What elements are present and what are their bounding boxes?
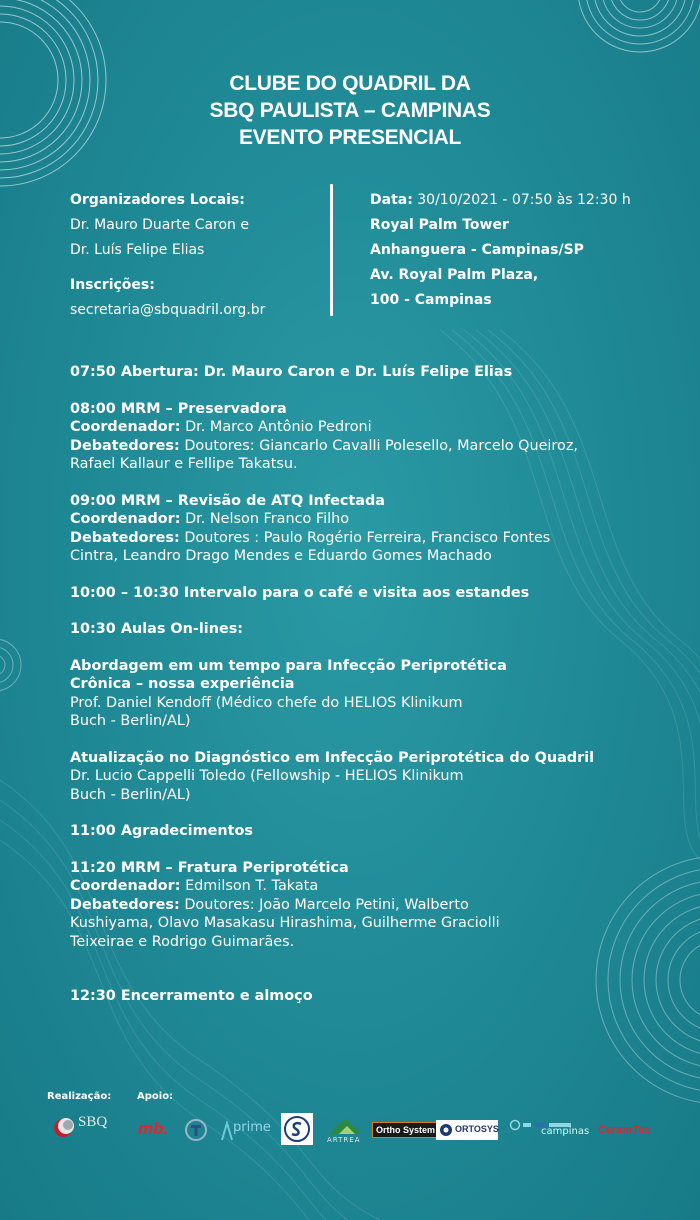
lecture-speaker: Dr. Lucio Cappelli Toledo (Fellowship - HELIOS Klinikum xyxy=(70,768,464,784)
sbq-logo-text: SBQ xyxy=(78,1114,108,1130)
venue-line-1: Royal Palm Tower xyxy=(370,217,509,233)
lecture-2 xyxy=(70,749,650,805)
lecture-title: Atualização no Diagnóstico em Infecção Periprotética do Quadril xyxy=(70,749,595,766)
organizers-panel xyxy=(70,188,320,323)
prime-logo xyxy=(221,1120,273,1142)
lecture-title-cont: Crônica – nossa experiência xyxy=(70,676,295,692)
event-details-panel xyxy=(370,188,670,313)
debaters-names: Doutores : Paulo Rogério Ferreira, Francisco Fontes xyxy=(184,529,551,546)
organizers-label: Organizadores Locais: xyxy=(70,192,245,208)
venue-line-3: Av. Royal Palm Plaza, xyxy=(370,267,539,283)
online-lectures-header xyxy=(70,620,650,639)
thanks-text: 11:00 Agradecimentos xyxy=(70,823,253,839)
ortho-system-logo: Ortho System xyxy=(372,1122,439,1138)
lecture-title: Abordagem em um tempo para Infecção Periprotética xyxy=(70,657,507,674)
title-line-1: CLUBE DO QUADRIL DA xyxy=(229,72,471,95)
s-logo xyxy=(281,1113,313,1145)
campinas-logo xyxy=(509,1116,589,1142)
debaters-names: Doutores: Giancarlo Cavalli Polesello, Marcelo Queiroz, xyxy=(184,437,578,454)
session-title: 11:20 MRM – Fratura Periprotética xyxy=(70,859,349,876)
debaters-line xyxy=(70,437,650,456)
coffee-break xyxy=(70,584,650,603)
session-fratura xyxy=(70,859,650,952)
coordinator-name: Dr. Marco Antônio Pedroni xyxy=(185,419,372,435)
coordinator-label: Coordenador: xyxy=(70,419,181,435)
debaters-line-cont-2: Teixeirae e Rodrigo Guimarães. xyxy=(70,933,295,950)
debaters-label: Debatedores: xyxy=(70,437,180,454)
organizer-2: Dr. Luís Felipe Elias xyxy=(70,242,205,258)
lecture-speaker-cont: Buch - Berlin/AL) xyxy=(70,713,191,729)
online-text: 10:30 Aulas On-lines: xyxy=(70,621,244,637)
prime-logo-text: prime xyxy=(233,1120,271,1135)
info-divider xyxy=(330,184,333,316)
break-text: 10:00 – 10:30 Intervalo para o café e visita aos estandes xyxy=(70,584,530,601)
s-emblem-icon xyxy=(281,1113,313,1145)
acknowledgements xyxy=(70,822,650,841)
coordinator-label: Coordenador: xyxy=(70,511,181,527)
opening-text: 07:50 Abertura: Dr. Mauro Caron e Dr. Luís Felipe Elias xyxy=(70,364,513,380)
realizacao-label: Realização: xyxy=(47,1091,112,1102)
event-title xyxy=(0,70,700,151)
closing xyxy=(70,987,650,1006)
registration-email: secretaria@sbquadril.org.br xyxy=(70,302,266,318)
debaters-label: Debatedores: xyxy=(70,529,180,546)
prime-emblem-icon xyxy=(221,1121,233,1141)
apoio-label: Apoio: xyxy=(137,1091,174,1102)
debaters-names: Doutores: João Marcelo Petini, Walberto xyxy=(184,896,469,913)
title-line-3: EVENTO PRESENCIAL xyxy=(238,126,462,149)
session-atq-infectada xyxy=(70,492,650,566)
venue-line-2: Anhanguera - Campinas/SP xyxy=(370,242,584,258)
coordinator-line xyxy=(70,510,650,529)
debaters-line-cont: Cintra, Leandro Drago Mendes e Eduardo Gomes Machado xyxy=(70,548,492,564)
lecture-speaker-cont: Buch - Berlin/AL) xyxy=(70,786,191,803)
closing-text: 12:30 Encerramento e almoço xyxy=(70,988,313,1004)
artrea-logo xyxy=(325,1116,365,1148)
debaters-line xyxy=(70,896,650,915)
ceramtec-logo: CeramTec xyxy=(598,1124,651,1136)
coordinator-name: Dr. Nelson Franco Filho xyxy=(185,511,350,527)
title-line-2: SBQ PAULISTA – CAMPINAS xyxy=(209,99,491,122)
debaters-line-cont: Kushiyama, Olavo Masakasu Hirashima, Guilherme Graciolli xyxy=(70,915,500,931)
coordinator-line xyxy=(70,418,650,437)
lecture-1 xyxy=(70,657,650,731)
date-line xyxy=(370,188,670,213)
coordinator-name: Edmilson T. Takata xyxy=(185,878,319,894)
ortosys-emblem-icon xyxy=(439,1123,453,1137)
date-value: 30/10/2021 - 07:50 às 12:30 h xyxy=(417,192,631,208)
sbq-logo xyxy=(52,1112,114,1144)
t-emblem-icon xyxy=(184,1118,208,1142)
mb-logo: mb. xyxy=(138,1119,169,1138)
ortosys-logo xyxy=(436,1120,498,1140)
artrea-logo-text: ARTREA xyxy=(327,1136,361,1144)
venue-line-4: 100 - Campinas xyxy=(370,292,492,308)
artrea-mountain-icon xyxy=(325,1116,365,1136)
debaters-label: Debatedores: xyxy=(70,896,180,913)
registration-label: Inscrições: xyxy=(70,277,155,293)
debaters-line xyxy=(70,529,650,548)
campinas-logo-text: campinas xyxy=(541,1126,590,1137)
program-schedule xyxy=(70,363,650,1006)
ortosys-logo-text: ORTOSYS xyxy=(455,1124,499,1134)
debaters-line-cont: Rafael Kallaur e Fellipe Takatsu. xyxy=(70,456,298,472)
program-opening xyxy=(70,363,650,382)
session-title: 08:00 MRM – Preservadora xyxy=(70,400,287,417)
session-preservadora xyxy=(70,400,650,474)
organizer-1: Dr. Mauro Duarte Caron e xyxy=(70,217,249,233)
date-label: Data: xyxy=(370,192,413,208)
t-logo xyxy=(184,1118,208,1142)
coordinator-label: Coordenador: xyxy=(70,878,181,894)
lecture-speaker: Prof. Daniel Kendoff (Médico chefe do HELIOS Klinikum xyxy=(70,694,463,711)
coordinator-line xyxy=(70,877,650,896)
session-title: 09:00 MRM – Revisão de ATQ Infectada xyxy=(70,492,385,509)
